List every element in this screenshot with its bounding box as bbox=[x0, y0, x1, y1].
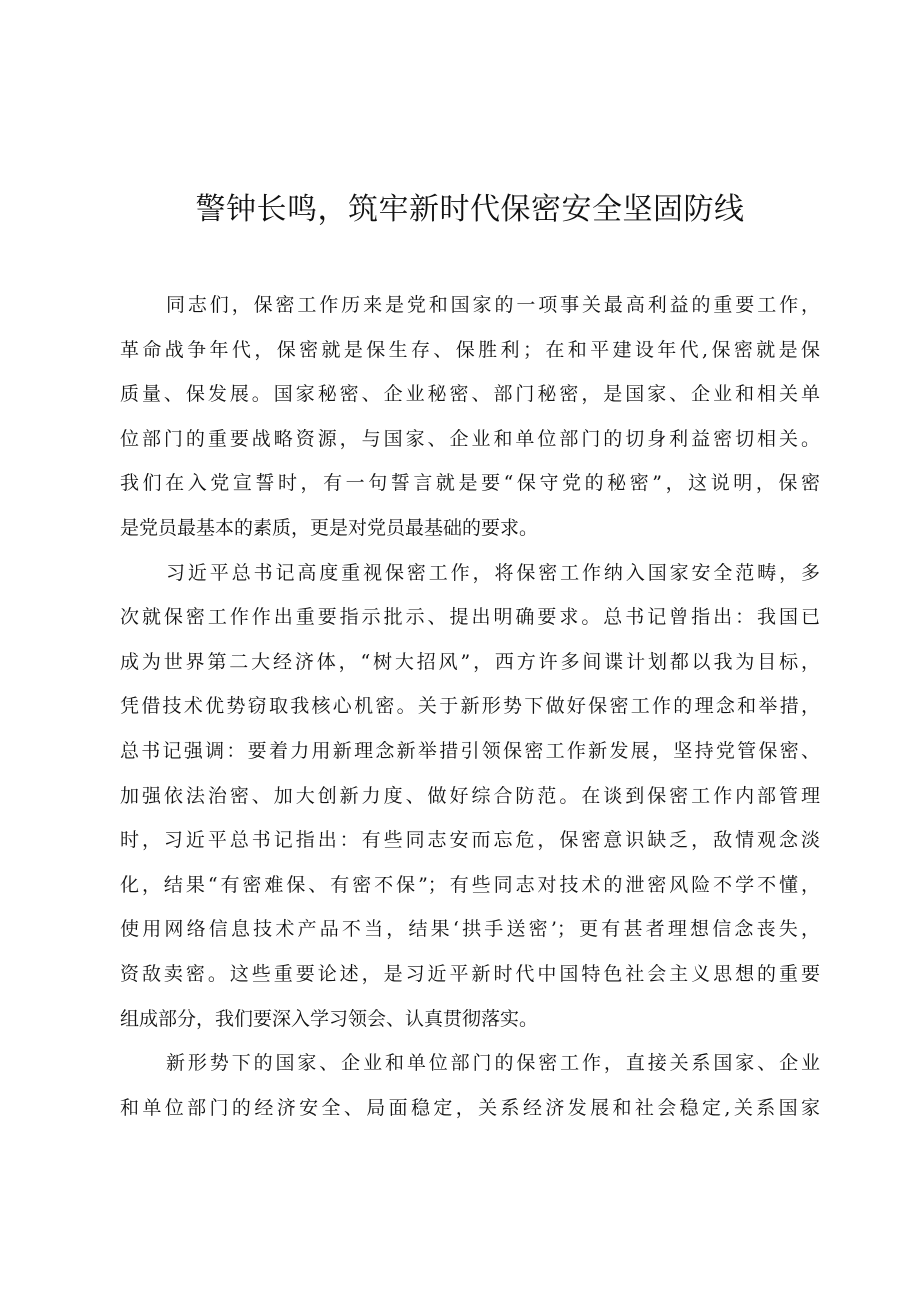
text-line: 习近平总书记高度重视保密工作，将保密工作纳入国家安全范畴，多 bbox=[166, 561, 820, 584]
text-line: 加强依法治密、加大创新力度、做好综合防范。在谈到保密工作内部管理 bbox=[120, 784, 820, 807]
text-line: 总书记强调：要着力用新理念新举措引领保密工作新发展，坚持党管保密、 bbox=[120, 739, 820, 762]
text-line: 同志们，保密工作历来是党和国家的一项事关最高利益的重要工作， bbox=[166, 294, 820, 316]
text-line: 化，结果“有密难保、有密不保”；有些同志对技术的泄密风险不学不懂， bbox=[120, 873, 820, 896]
text-line: 我们在入党宣誓时，有一句誓言就是要“保守党的秘密”，这说明，保密 bbox=[120, 472, 820, 495]
paragraph-3 bbox=[120, 1041, 820, 1130]
text-line: 资敌卖密。这些重要论述，是习近平新时代中国特色社会主义思想的重要 bbox=[120, 962, 820, 985]
text-line: 是党员最基本的素质，更是对党员最基础的要求。 bbox=[120, 516, 539, 539]
paragraph-1 bbox=[120, 283, 820, 551]
document-title: 警钟长鸣，筑牢新时代保密安全坚固防线 bbox=[195, 192, 745, 227]
paragraph-2 bbox=[120, 551, 820, 1042]
text-line: 时，习近平总书记指出：有些同志安而忘危，保密意识缺乏，敌情观念淡 bbox=[120, 829, 820, 852]
text-line: 位部门的重要战略资源，与国家、企业和单位部门的切身利益密切相关。 bbox=[120, 427, 820, 450]
text-line: 凭借技术优势窃取我核心机密。关于新形势下做好保密工作的理念和举措， bbox=[120, 695, 820, 718]
text-line: 革命战争年代，保密就是保生存、保胜利；在和平建设年代,保密就是保 bbox=[120, 338, 820, 361]
text-line: 组成部分，我们要深入学习领会、认真贯彻落实。 bbox=[120, 1007, 539, 1030]
text-line: 质量、保发展。国家秘密、企业秘密、部门秘密，是国家、企业和相关单 bbox=[120, 383, 820, 406]
document-body bbox=[120, 283, 820, 1130]
text-line: 和单位部门的经济安全、局面稳定，关系经济发展和社会稳定,关系国家 bbox=[120, 1096, 820, 1119]
text-line: 新形势下的国家、企业和单位部门的保密工作，直接关系国家、企业 bbox=[166, 1052, 820, 1075]
text-line: 成为世界第二大经济体，“树大招风”，西方许多间谍计划都以我为目标， bbox=[120, 650, 820, 673]
text-line: 使用网络信息技术产品不当，结果‘拱手送密’；更有甚者理想信念丧失， bbox=[120, 918, 820, 941]
text-line: 次就保密工作作出重要指示批示、提出明确要求。总书记曾指出：我国已 bbox=[120, 606, 820, 629]
